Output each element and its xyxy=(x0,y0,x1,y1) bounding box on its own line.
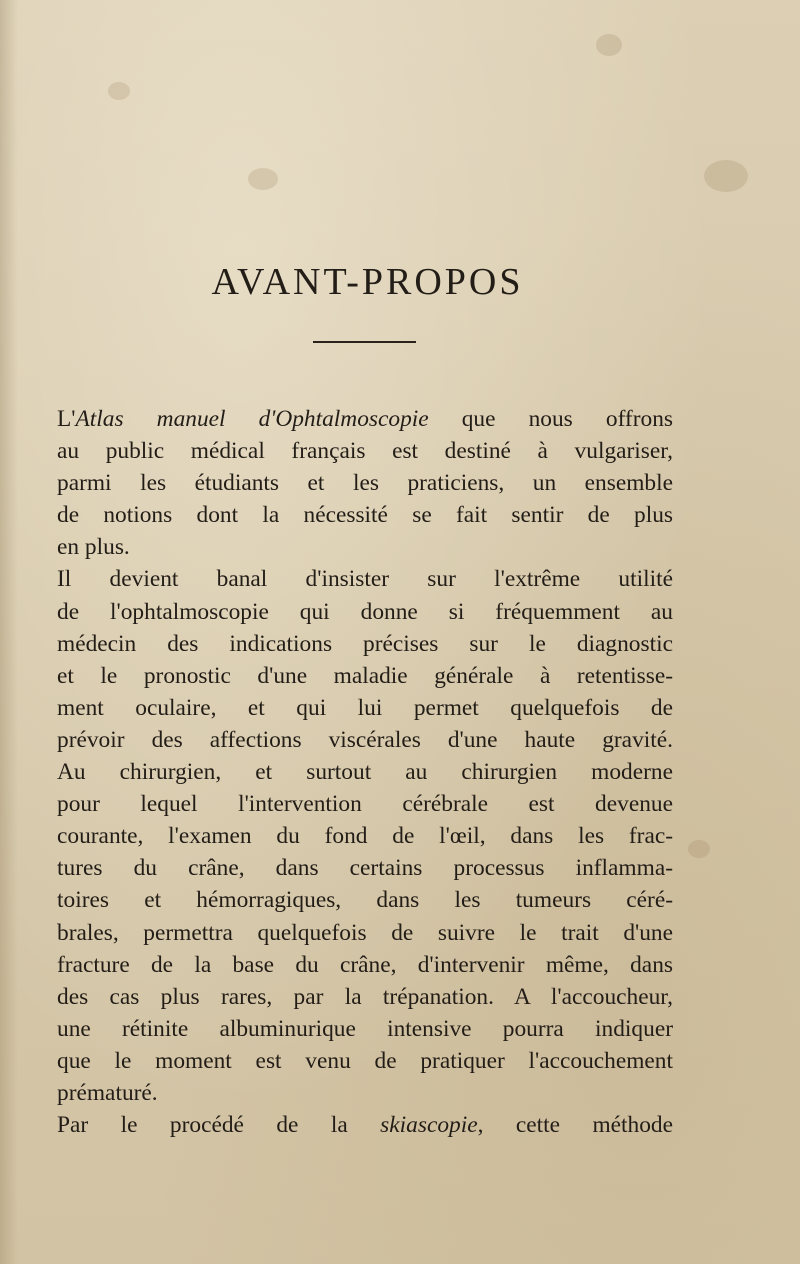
heading-rule xyxy=(313,341,416,343)
text-line xyxy=(57,1013,673,1045)
italic-title: Atlas manuel d'Ophtalmoscopie xyxy=(75,406,429,432)
text-line xyxy=(57,531,673,563)
text-line xyxy=(57,1109,673,1141)
text-line xyxy=(57,403,673,435)
foxing-spot xyxy=(248,168,278,190)
text-segment: des cas plus rares, par la trépanation. A l'accoucheur, xyxy=(57,983,673,1010)
text-line xyxy=(57,1077,673,1109)
text-line xyxy=(57,852,673,884)
text-segment: que nous offrons xyxy=(428,406,674,432)
text-segment: au public médical français est destiné à vulgariser, xyxy=(57,438,673,465)
text-line xyxy=(57,1045,673,1077)
text-line xyxy=(57,563,673,595)
text-line xyxy=(57,724,673,756)
text-segment: médecin des indications précises sur le diagnostic xyxy=(57,630,673,657)
text-segment: parmi les étudiants et les praticiens, un ensemble xyxy=(57,470,673,497)
text-segment: et le pronostic d'une maladie générale à retentisse- xyxy=(57,662,673,689)
text-line xyxy=(57,467,673,499)
text-segment: ment oculaire, et qui lui permet quelquefois de xyxy=(57,694,673,721)
foxing-spot xyxy=(108,82,130,100)
text-segment: prévoir des affections viscérales d'une haute gravité. xyxy=(57,726,673,753)
text-line xyxy=(57,692,673,724)
foxing-spot xyxy=(704,160,748,192)
text-line xyxy=(57,756,673,788)
text-line xyxy=(57,596,673,628)
text-segment: toires et hémorragiques, dans les tumeurs céré- xyxy=(57,887,673,914)
text-segment: que le moment est venu de pratiquer l'accouchement xyxy=(57,1047,673,1074)
text-segment: courante, l'examen du fond de l'œil, dans les frac- xyxy=(57,823,673,850)
text-line xyxy=(57,660,673,692)
text-segment: Il devient banal d'insister sur l'extrême utilité xyxy=(57,566,673,593)
text-segment: tures du crâne, dans certains processus inflamma- xyxy=(57,855,673,882)
text-line xyxy=(57,499,673,531)
text-line xyxy=(57,435,673,467)
text-line xyxy=(57,981,673,1013)
text-line xyxy=(57,788,673,820)
text-segment: Au chirurgien, et surtout au chirurgien moderne xyxy=(57,759,673,786)
text-line xyxy=(57,628,673,660)
text-segment: Par le procédé de la xyxy=(57,1112,381,1139)
text-segment: L' xyxy=(57,406,76,432)
text-segment: de l'ophtalmoscopie qui donne si fréquemment au xyxy=(57,598,673,625)
foxing-spot xyxy=(596,34,622,56)
text-line xyxy=(57,949,673,981)
text-segment: fracture de la base du crâne, d'intervenir même, dans xyxy=(57,951,673,978)
text-segment: prématuré. xyxy=(57,1079,158,1106)
text-segment: une rétinite albuminurique intensive pourra indiquer xyxy=(57,1015,673,1042)
page-heading: AVANT-PROPOS xyxy=(211,261,524,303)
text-segment: de notions dont la nécessité se fait sentir de plus xyxy=(57,502,673,529)
text-line xyxy=(57,917,673,949)
text-segment: brales, permettra quelquefois de suivre le trait d'une xyxy=(57,919,673,946)
foxing-spot xyxy=(688,840,710,858)
italic-title: skiascopie xyxy=(380,1112,478,1139)
text-segment: , cette méthode xyxy=(477,1112,673,1139)
body-text xyxy=(57,403,673,1141)
text-line xyxy=(57,884,673,916)
text-segment: en plus. xyxy=(57,534,130,561)
text-line xyxy=(57,820,673,852)
text-segment: pour lequel l'intervention cérébrale est devenue xyxy=(57,791,673,818)
